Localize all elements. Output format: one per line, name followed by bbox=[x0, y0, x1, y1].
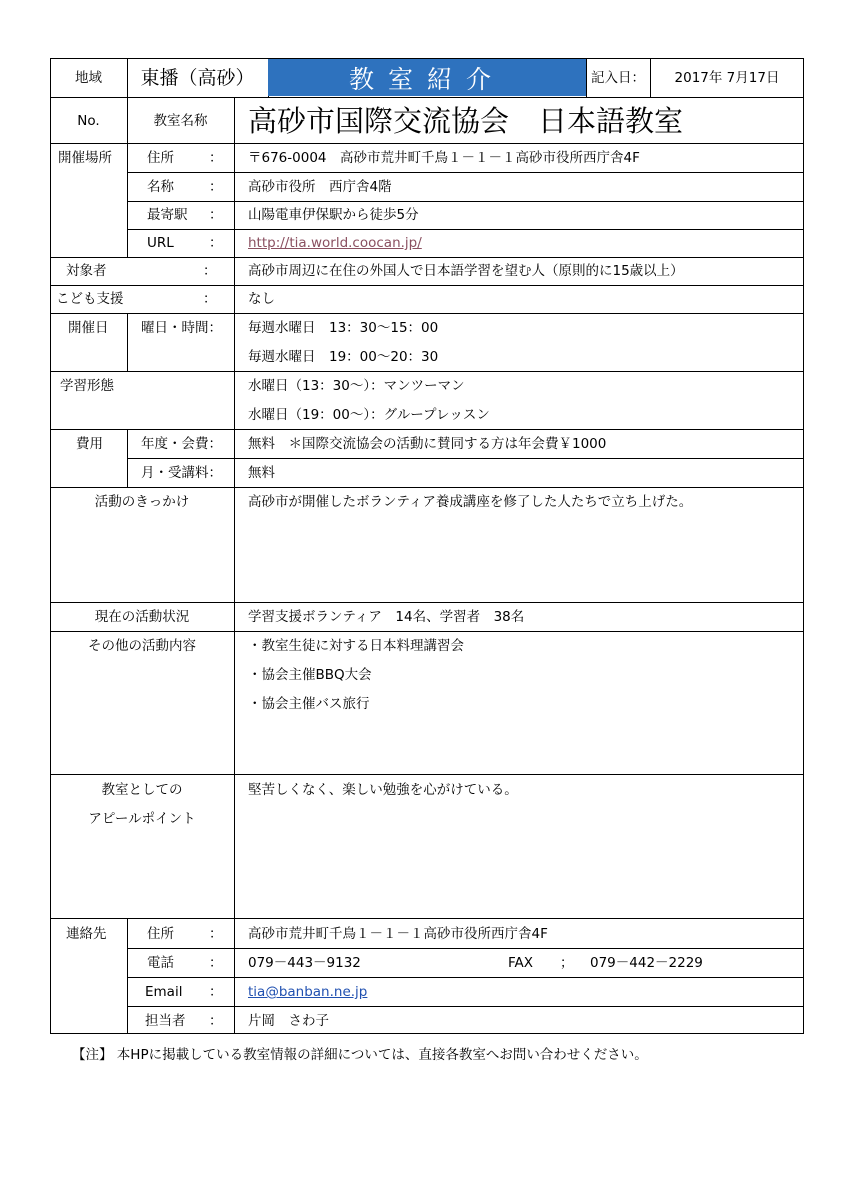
row-divider bbox=[50, 371, 804, 372]
row-divider bbox=[127, 201, 804, 202]
row-divider bbox=[127, 458, 804, 459]
target-value: 高砂市周辺に在住の外国人で日本語学習を望む人（原則的に15歳以上） bbox=[248, 263, 684, 279]
format-line-1: 水曜日（13：30～）：マンツーマン bbox=[248, 378, 465, 394]
venue-url-link[interactable]: http://tia.world.coocan.jp/ bbox=[248, 235, 422, 251]
row-divider bbox=[50, 602, 804, 603]
row-divider bbox=[127, 948, 804, 949]
no-label: No. bbox=[77, 113, 100, 129]
date-label: 記入日： bbox=[591, 70, 645, 86]
contact-person-label: 担当者 bbox=[145, 1013, 186, 1029]
col-divider bbox=[127, 429, 128, 487]
row-divider bbox=[50, 918, 804, 919]
contact-label: 連絡先 bbox=[66, 926, 107, 942]
colon: ： bbox=[209, 984, 223, 1000]
col-divider bbox=[127, 143, 128, 257]
row-divider bbox=[127, 977, 804, 978]
col-divider bbox=[234, 631, 235, 918]
row-divider bbox=[50, 631, 804, 632]
status-label: 現在の活動状況 bbox=[94, 609, 190, 625]
colon: ： bbox=[209, 207, 223, 223]
row-divider bbox=[50, 285, 804, 286]
footer-note: 【注】 本HPに掲載している教室情報の詳細については、直接各教室へお問い合わせください。 bbox=[72, 1047, 648, 1063]
date-value: 2017年 7月17日 bbox=[674, 70, 780, 86]
fees-annual-value: 無料 ＊国際交流協会の活動に賛同する方は年会費￥1000 bbox=[248, 436, 607, 452]
classroom-name: 高砂市国際交流協会 日本語教室 bbox=[248, 104, 684, 138]
venue-address: 〒676-0004 高砂市荒井町千鳥１－１－１高砂市役所西庁舎4F bbox=[248, 150, 640, 166]
contact-address: 高砂市荒井町千鳥１－１－１高砂市役所西庁舎4F bbox=[248, 926, 548, 942]
colon: ： bbox=[209, 926, 223, 942]
fees-label: 費用 bbox=[76, 436, 103, 452]
colon: ： bbox=[209, 235, 223, 251]
row-divider bbox=[50, 97, 804, 98]
contact-email-link[interactable]: tia@banban.ne.jp bbox=[248, 984, 368, 1000]
row-divider bbox=[50, 429, 804, 430]
row-divider bbox=[50, 143, 804, 144]
appeal-value: 堅苦しくなく、楽しい勉強を心がけている。 bbox=[248, 782, 518, 798]
origin-label: 活動のきっかけ bbox=[94, 494, 190, 510]
contact-address-label: 住所 bbox=[147, 926, 174, 942]
region-value: 東播（高砂） bbox=[140, 67, 255, 89]
col-divider bbox=[127, 313, 128, 371]
format-label: 学習形態 bbox=[60, 378, 114, 394]
region-label: 地域 bbox=[75, 70, 102, 86]
row-divider bbox=[50, 487, 804, 488]
form-frame bbox=[50, 58, 804, 1034]
row-divider bbox=[50, 257, 804, 258]
status-value: 学習支援ボランティア 14名、学習者 38名 bbox=[248, 609, 525, 625]
colon: ： bbox=[209, 1013, 223, 1029]
row-divider bbox=[50, 774, 804, 775]
classroom-name-label: 教室名称 bbox=[153, 113, 208, 129]
venue-address-label: 住所 bbox=[147, 150, 174, 166]
col-divider bbox=[234, 143, 235, 631]
col-divider bbox=[127, 918, 128, 1034]
venue-name: 高砂市役所 西庁舎4階 bbox=[248, 179, 392, 195]
child-support-label: こども支援 bbox=[56, 291, 124, 307]
venue-station: 山陽電車伊保駅から徒歩5分 bbox=[248, 207, 419, 223]
contact-fax-label: FAX bbox=[508, 955, 534, 971]
col-divider bbox=[234, 918, 235, 1034]
colon: ： bbox=[203, 291, 217, 307]
appeal-label-line-1: 教室としての bbox=[101, 782, 183, 798]
schedule-label: 開催日 bbox=[68, 320, 109, 336]
contact-phone: 079－443－9132 bbox=[248, 955, 361, 971]
fax-separator: ； bbox=[560, 955, 574, 971]
col-divider bbox=[234, 97, 235, 143]
contact-fax: 079－442－2229 bbox=[590, 955, 703, 971]
fees-monthly-value: 無料 bbox=[248, 465, 275, 481]
venue-url-label: URL bbox=[147, 235, 174, 251]
venue-name-label: 名称 bbox=[147, 179, 174, 195]
format-line-2: 水曜日（19：00～）：グループレッスン bbox=[248, 407, 490, 423]
other-label: その他の活動内容 bbox=[88, 638, 196, 654]
contact-phone-label: 電話 bbox=[147, 955, 174, 971]
schedule-sub-label: 曜日・時間： bbox=[141, 320, 222, 336]
appeal-label-line-2: アピールポイント bbox=[88, 811, 196, 827]
origin-value: 高砂市が開催したボランティア養成講座を修了した人たちで立ち上げた。 bbox=[248, 494, 693, 510]
fees-monthly-label: 月・受講料： bbox=[141, 465, 222, 481]
schedule-line-2: 毎週水曜日 19：00～20：30 bbox=[248, 349, 439, 365]
venue-section-label: 開催場所 bbox=[58, 150, 112, 166]
colon: ： bbox=[209, 955, 223, 971]
row-divider bbox=[50, 313, 804, 314]
colon: ： bbox=[209, 179, 223, 195]
other-item: ・協会主催バス旅行 bbox=[248, 696, 370, 712]
row-divider bbox=[127, 172, 804, 173]
child-support-value: なし bbox=[248, 291, 275, 307]
other-item: ・協会主催BBQ大会 bbox=[248, 667, 372, 683]
row-divider bbox=[127, 229, 804, 230]
colon: ： bbox=[209, 150, 223, 166]
row-divider bbox=[127, 1006, 804, 1007]
contact-person: 片岡 さわ子 bbox=[248, 1013, 329, 1029]
venue-station-label: 最寄駅 bbox=[147, 207, 188, 223]
fees-annual-label: 年度・会費： bbox=[141, 436, 222, 452]
colon: ： bbox=[203, 263, 217, 279]
target-label: 対象者 bbox=[66, 263, 107, 279]
banner-title: 教室紹介 bbox=[268, 59, 586, 96]
schedule-line-1: 毎週水曜日 13：30～15：00 bbox=[248, 320, 439, 336]
other-item: ・教室生徒に対する日本料理講習会 bbox=[248, 638, 464, 654]
contact-email-label: Email bbox=[145, 984, 183, 1000]
